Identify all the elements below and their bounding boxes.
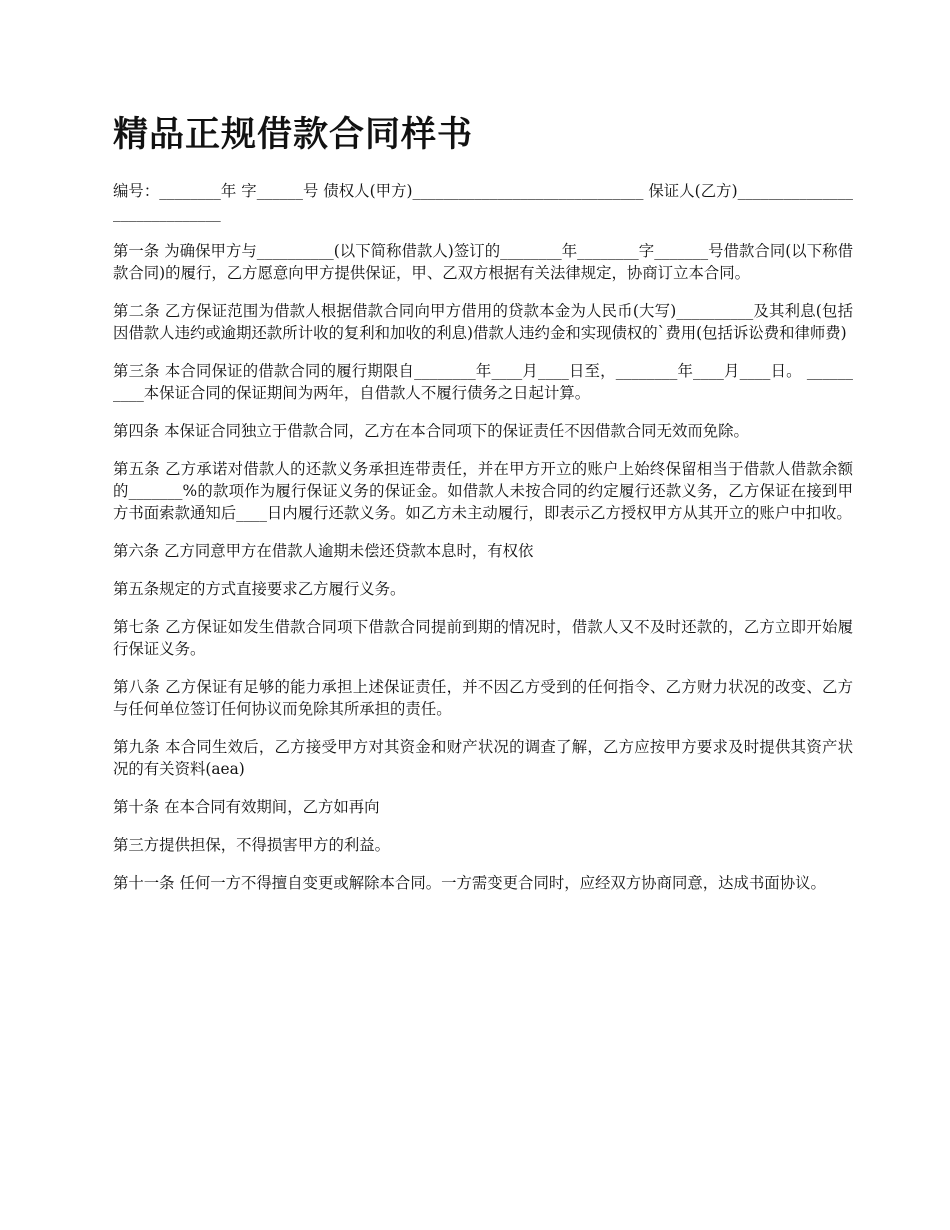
paragraph-article-2: 第二条 乙方保证范围为借款人根据借款合同向甲方借用的贷款本金为人民币(大写)__________及其利息(包括因借款人违约或逾期还款所计收的复利和加收的利息)借款人违约金和实现债权的`费用(包括诉讼费和律师费) [113,302,853,342]
paragraph-article-6-cont: 第五条规定的方式直接要求乙方履行义务。 [113,580,406,598]
paragraph-article-6: 第六条 乙方同意甲方在借款人逾期未偿还贷款本息时，有权依 [113,542,534,560]
paragraph-article-7: 第七条 乙方保证如发生借款合同项下借款合同提前到期的情况时，借款人又不及时还款的，乙方立即开始履行保证义务。 [113,618,853,658]
paragraph-header-numbering: 编号：________年 字______号 债权人(甲方)______________________________ 保证人(乙方)_____________________________ [113,182,853,222]
document-body [113,180,853,910]
paragraph-article-9: 第九条 本合同生效后，乙方接受甲方对其资金和财产状况的调查了解，乙方应按甲方要求及时提供其资产状况的有关资料(aea) [113,738,853,778]
paragraph-article-1: 第一条 为确保甲方与__________(以下简称借款人)签订的________年________字_______号借款合同(以下称借款合同)的履行，乙方愿意向甲方提供保证，甲、乙双方根据有关法律规定，协商订立本合同。 [113,242,853,282]
paragraph-article-10: 第十条 在本合同有效期间，乙方如再向 [113,798,380,816]
paragraph-article-8: 第八条 乙方保证有足够的能力承担上述保证责任，并不因乙方受到的任何指令、乙方财力状况的改变、乙方与任何单位签订任何协议而免除其所承担的责任。 [113,678,853,718]
paragraph-article-11: 第十一条 任何一方不得擅自变更或解除本合同。一方需变更合同时，应经双方协商同意，达成书面协议。 [113,874,826,892]
paragraph-article-10-cont: 第三方提供担保，不得损害甲方的利益。 [113,836,391,854]
paragraph-article-3: 第三条 本合同保证的借款合同的履行期限自________年____月____日至，________年____月____日。 __________本保证合同的保证期间为两年，自借款人不履行债务之日起计算。 [113,362,853,402]
paragraph-article-5: 第五条 乙方承诺对借款人的还款义务承担连带责任，并在甲方开立的账户上始终保留相当于借款人借款余额的_______%的款项作为履行保证义务的保证金。如借款人未按合同的约定履行还款义务，乙方保证在接到甲方书面索款通知后____日内履行还款义务。如乙方未主动履行，即表示乙方授权甲方从其开立的账户中扣收。 [113,460,853,522]
document-title: 精品正规借款合同样书 [113,115,474,155]
paragraph-article-4: 第四条 本保证合同独立于借款合同，乙方在本合同项下的保证责任不因借款合同无效而免除。 [113,422,749,440]
